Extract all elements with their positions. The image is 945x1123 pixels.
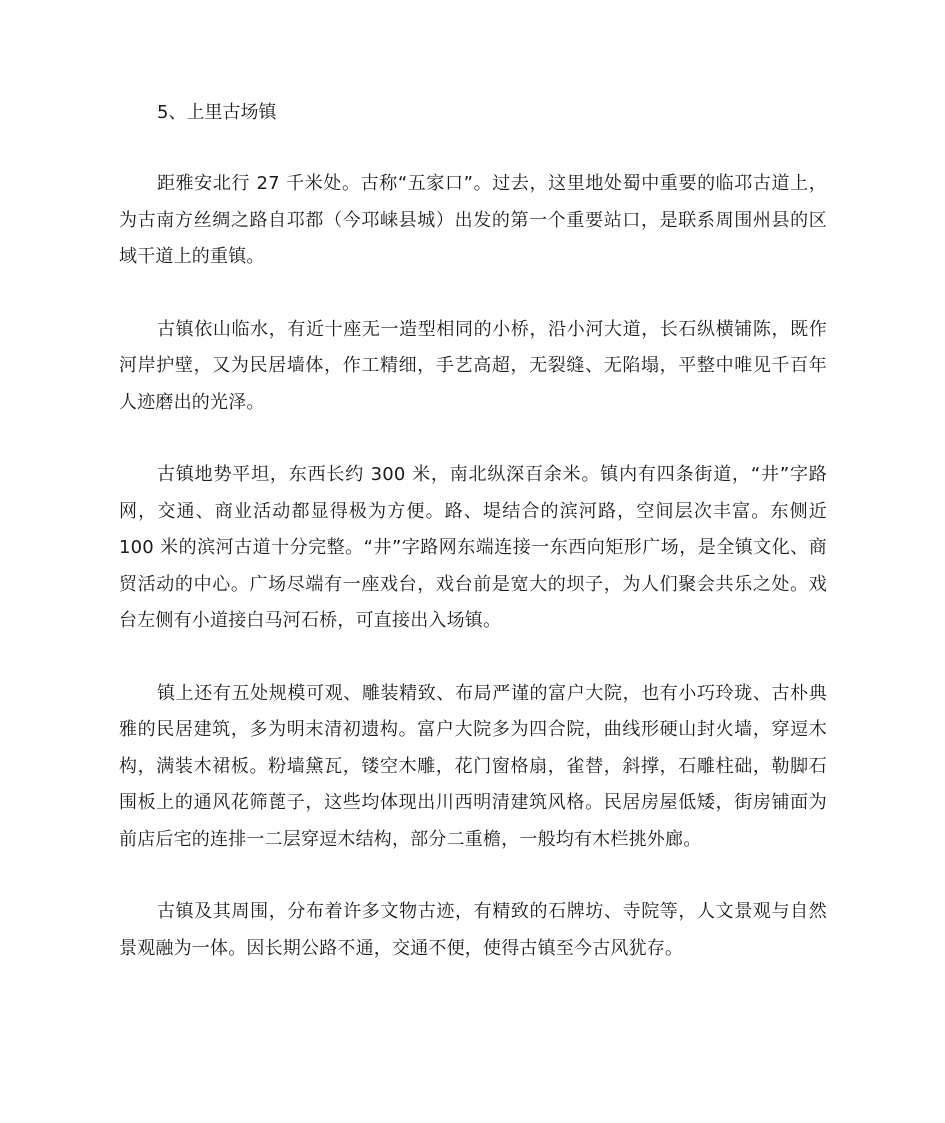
paragraph-courtyards: 镇上还有五处规模可观、雕装精致、布局严谨的富户大院，也有小巧玲珑、古朴典雅的民居建筑，多为明末清初遗构。富户大院多为四合院，曲线形硬山封火墙，穿逗木构，满装木裙板。粉墙黛瓦，镂空木雕，花门窗格扇，雀替，斜撑，石雕柱础，勒脚石围板上的通风花筛蓖子，这些均体现出川西明清建筑风格。民居房屋低矮，街房铺面为前店后宅的连排一二层穿逗木结构，部分二重檐，一般均有木栏挑外廊。 [119, 682, 827, 850]
paragraph-layout: 古镇地势平坦，东西长约 300 米，南北纵深百余米。镇内有四条街道，“井”字路网，交通、商业活动都显得极为方便。路、堤结合的滨河路，空间层次丰富。东侧近 100 米的滨河古道十分完整。“井”字路网东端连接一东西向矩形广场，是全镇文化、商贸活动的中心。广场尽端有一座戏台，戏台前是宽大的坝子，为人们聚会共乐之处。戏台左侧有小道接白马河石桥，可直接出入场镇。 [119, 464, 827, 631]
paragraph-relics: 古镇及其周围，分布着许多文物古迹，有精致的石牌坊、寺院等，人文景观与自然景观融为一体。因长期公路不通，交通不便，使得古镇至今古风犹存。 [119, 901, 827, 959]
section-heading: 5、上里古场镇 [157, 102, 277, 123]
paragraph-location: 距雅安北行 27 千米处。古称“五家口”。过去，这里地处蜀中重要的临邛古道上，为古南方丝绸之路自邛都（今邛崃县城）出发的第一个重要站口，是联系周围州县的区域干道上的重镇。 [119, 173, 827, 267]
document-page [119, 95, 827, 1003]
paragraph-bridges: 古镇依山临水，有近十座无一造型相同的小桥，沿小河大道，长石纵横铺陈，既作河岸护壁，又为民居墙体，作工精细，手艺高超，无裂缝、无陷塌，平整中唯见千百年人迹磨出的光泽。 [119, 318, 827, 413]
